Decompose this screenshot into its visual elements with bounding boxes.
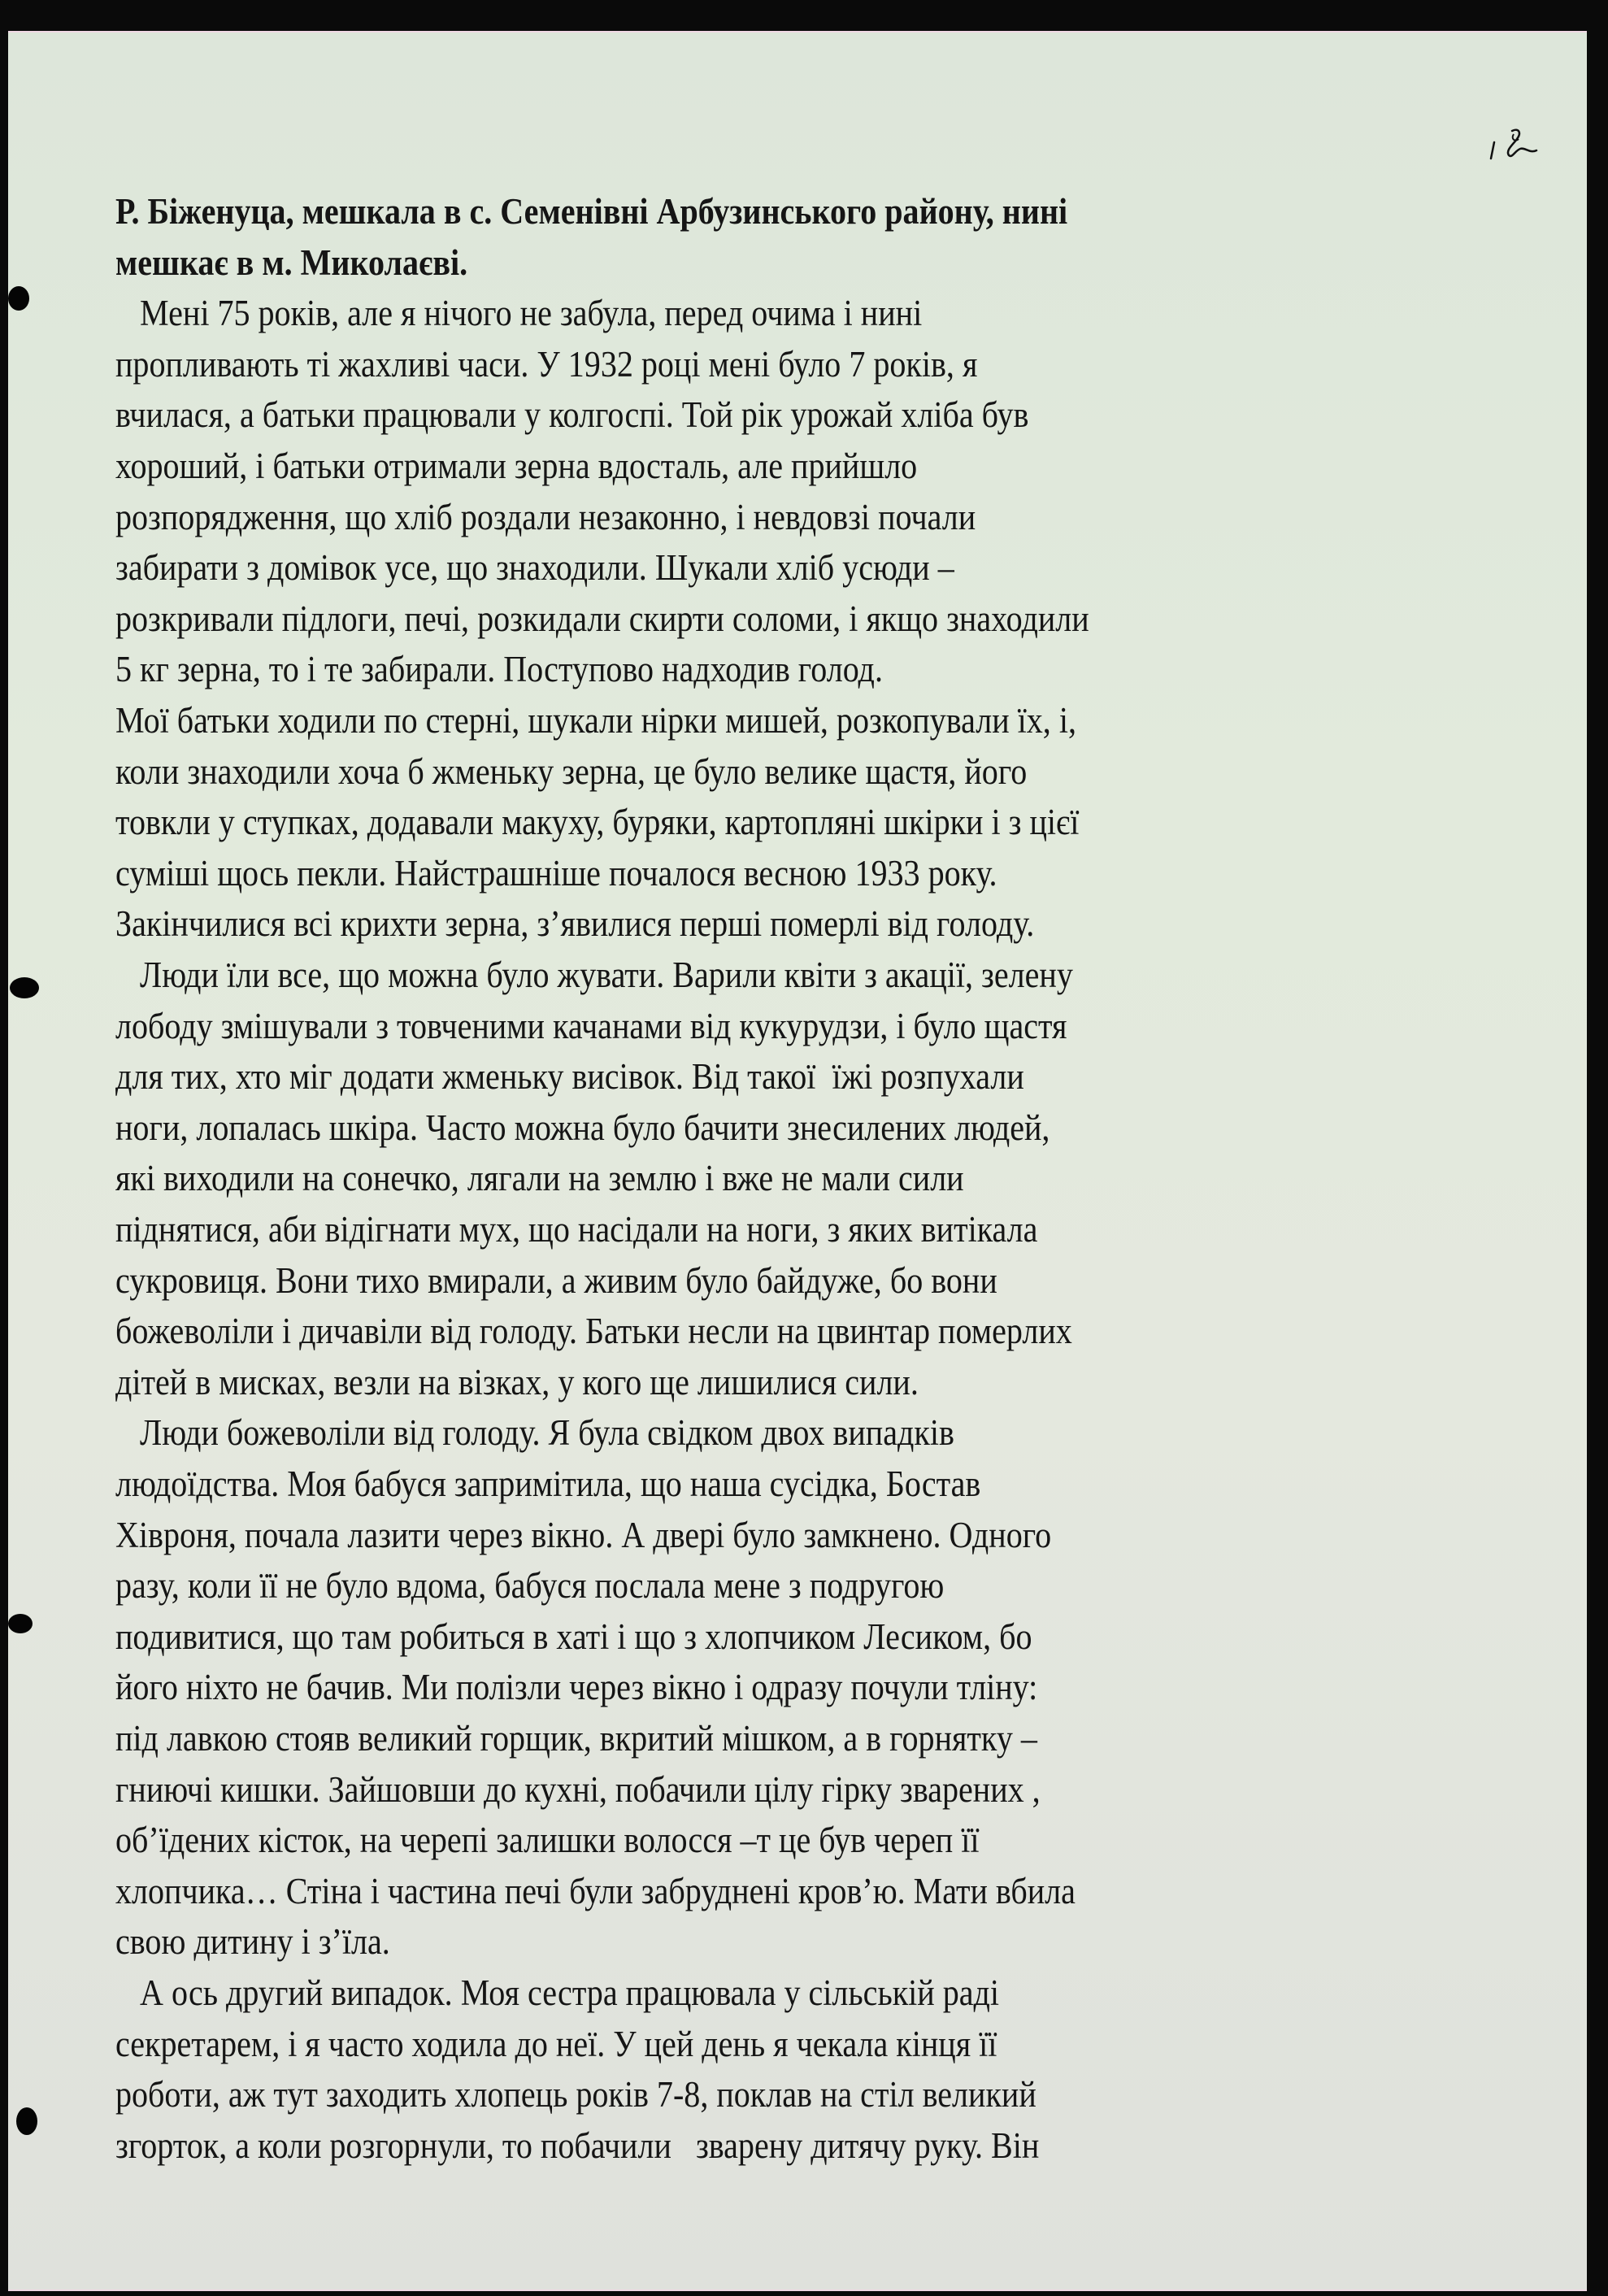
body-line: лободу змішували з товченими качанами від кукурудзи, і було щастя bbox=[115, 1005, 1067, 1046]
body-line: свою дитину і з’їла. bbox=[115, 1921, 390, 1963]
body-line: А ось другий випадок. Моя сестра працювала у сільській раді bbox=[115, 1972, 1000, 2013]
body-line: вчилася, а батьки працювали у колгоспі. Той рік урожай хліба був bbox=[115, 394, 1029, 436]
punch-hole bbox=[16, 2107, 37, 2135]
body-line: хороший, і батьки отримали зерна вдосталь, але прийшло bbox=[115, 446, 918, 486]
body-line: Люди божеволіли від голоду. Я була свідком двох випадків bbox=[115, 1412, 954, 1454]
body-line: товкли у ступках, додавали макуху, буряки, картопляні шкірки і з цієї bbox=[115, 802, 1080, 843]
body-line: хлопчика… Стіна і частина печі були забруднені кров’ю. Мати вбила bbox=[115, 1870, 1076, 1911]
punch-hole bbox=[8, 1614, 33, 1633]
heading-line: Р. Біженуца, мешкала в с. Семенівні Арбузинського району, нині bbox=[115, 191, 1068, 232]
body-line: Хівроня, почала лазити через вікно. А двері було замкнено. Одного bbox=[115, 1514, 1052, 1555]
body-line: сукровиця. Вони тихо вмирали, а живим було байдуже, бо вони bbox=[115, 1259, 997, 1301]
body-line: об’їдених кісток, на черепі залишки волосся –т це був череп її bbox=[115, 1820, 980, 1861]
body-line: коли знаходили хоча б жменьку зерна, це було велике щастя, його bbox=[115, 750, 1028, 792]
body-line: гниючі кишки. Зайшовши до кухні, побачили цілу гірку зварених , bbox=[115, 1768, 1041, 1810]
body-line: його ніхто не бачив. Ми полізли через вікно і одразу почули тліну: bbox=[115, 1667, 1038, 1708]
body-line: Мої батьки ходили по стерні, шукали нірки мишей, розкопували їх, і, bbox=[115, 700, 1076, 741]
body-line: подивитися, що там робиться в хаті і що з хлопчиком Лесиком, бо bbox=[115, 1615, 1032, 1657]
body-line: роботи, аж тут заходить хлопець років 7-8, поклав на стіл великий bbox=[115, 2074, 1037, 2116]
punch-hole bbox=[8, 286, 29, 311]
body-line: розкривали підлоги, печі, розкидали скирти соломи, і якщо знаходили bbox=[115, 598, 1089, 639]
body-line: людоїдства. Моя бабуся запримітила, що наша сусідка, Бостав bbox=[115, 1463, 981, 1504]
body-line: разу, коли її не було вдома, бабуся послала мене з подругою bbox=[115, 1565, 945, 1607]
body-line: під лавкою стояв великий горщик, вкритий мішком, а в горнятку – bbox=[115, 1718, 1037, 1759]
body-line: забирати з домівок усе, що знаходили. Шукали хліб усюди – bbox=[115, 547, 954, 589]
body-line: суміші щось пекли. Найстрашніше почалося весною 1933 року. bbox=[115, 852, 997, 894]
body-line: згорток, а коли розгорнули, то побачили зварену дитячу руку. Він bbox=[115, 2124, 1040, 2166]
body-line: пропливають ті жахливі часи. У 1932 році мені було 7 років, я bbox=[115, 343, 978, 385]
body-line: розпорядження, що хліб роздали незаконно, і невдовзі почали bbox=[115, 496, 976, 537]
body-line: Закінчилися всі крихти зерна, з’явилися перші померлі від голоду. bbox=[115, 903, 1035, 945]
body-line: Мені 75 років, але я нічого не забула, перед очима і нині bbox=[115, 293, 923, 334]
body-line: Люди їли все, що можна було жувати. Варили квіти з акації, зелену bbox=[115, 954, 1073, 995]
body-line: для тих, хто міг додати жменьку висівок. Від такої їжі розпухали bbox=[115, 1056, 1024, 1098]
punch-hole bbox=[10, 977, 39, 998]
heading-line: мешкає в м. Миколаєві. bbox=[115, 241, 468, 283]
body-line: піднятися, аби відігнати мух, що насідали на ноги, з яких витікала bbox=[115, 1209, 1038, 1250]
body-line: дітей в мисках, везли на візках, у кого ще лишилися сили. bbox=[115, 1361, 919, 1402]
body-line: ноги, лопалась шкіра. Часто можна було бачити знесилених людей, bbox=[115, 1107, 1050, 1148]
body-line: 5 кг зерна, то і те забирали. Поступово надходив голод. bbox=[115, 649, 883, 690]
body-line: божеволіли і дичавіли від голоду. Батьки несли на цвинтар померлих bbox=[115, 1311, 1072, 1352]
body-line: секретарем, і я часто ходила до неї. У цей день я чекала кінця її bbox=[115, 2023, 997, 2064]
body-line: які виходили на сонечко, лягали на землю і вже не мали сили bbox=[115, 1158, 964, 1199]
handwritten-page-number bbox=[1488, 110, 1545, 167]
